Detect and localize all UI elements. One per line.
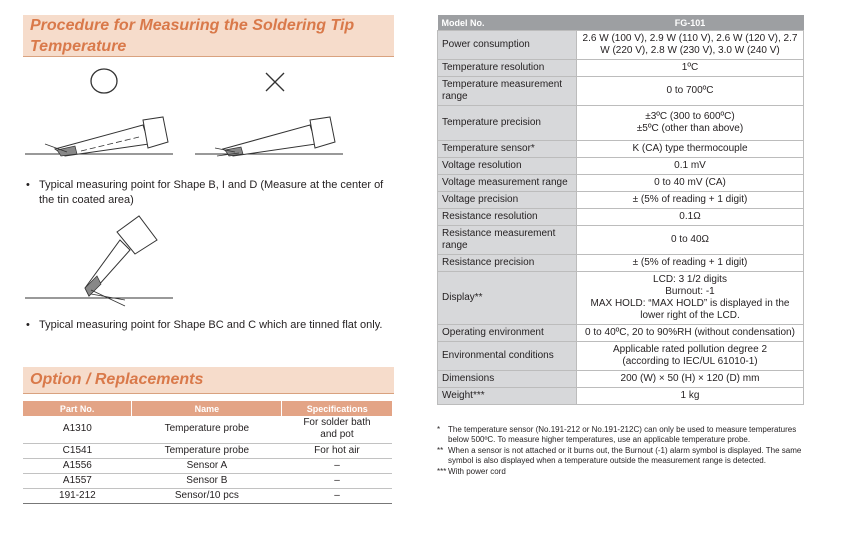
part-no-cell: A1556 — [23, 458, 132, 473]
footnotes — [437, 425, 802, 478]
name-cell: Temperature probe — [132, 443, 282, 458]
spec-label: Voltage precision — [438, 192, 577, 209]
spec-row-environmental-conditions — [438, 342, 804, 371]
spec-value: 0.1Ω — [577, 209, 804, 226]
cross-icon — [263, 70, 287, 94]
part-no-cell: A1557 — [23, 473, 132, 488]
options-section-header — [23, 367, 394, 394]
soldering-tip-correct-figure — [25, 112, 175, 162]
spec-value: 0 to 40 mV (CA) — [577, 175, 804, 192]
model-no-label: Model No. — [438, 15, 577, 31]
spec-value: ± (5% of reading + 1 digit) — [577, 255, 804, 272]
part-no-cell: A1310 — [23, 416, 132, 443]
spec-row-resistance-precision — [438, 255, 804, 272]
spec-cell: – — [282, 458, 392, 473]
spec-value: 2.6 W (100 V), 2.9 W (110 V), 2.6 W (120 V), 2.7 W (220 V), 2.8 W (230 V), 3.0 W (240 V) — [577, 31, 804, 60]
spec-row-resistance-resolution — [438, 209, 804, 226]
table-row — [23, 488, 392, 503]
spec-row-temp-sensor — [438, 141, 804, 158]
spec-row-voltage-precision — [438, 192, 804, 209]
parts-table — [23, 401, 392, 504]
model-no-value: FG-101 — [577, 15, 804, 31]
spec-label: Operating environment — [438, 325, 577, 342]
table-row — [23, 416, 392, 443]
spec-value: 0 to 700ºC — [577, 77, 804, 106]
spec-value: LCD: 3 1/2 digits Burnout: -1 MAX HOLD: “MAX HOLD” is displayed in the lower right of the LCD. — [577, 272, 804, 325]
spec-value: 1ºC — [577, 60, 804, 77]
spec-value: 0 to 40ºC, 20 to 90%RH (without condensation) — [577, 325, 804, 342]
procedure-title-line2: Temperature — [30, 38, 127, 55]
spec-row-voltage-range — [438, 175, 804, 192]
part-no-cell: 191-212 — [23, 488, 132, 503]
spec-row-operating-environment — [438, 325, 804, 342]
parts-table-header — [23, 401, 392, 416]
spec-value: Applicable rated pollution degree 2 (according to IEC/UL 61010-1) — [577, 342, 804, 371]
col-specifications: Specifications — [282, 401, 392, 416]
spec-row-temp-range — [438, 77, 804, 106]
spec-row-display — [438, 272, 804, 325]
col-name: Name — [132, 401, 282, 416]
spec-value: 1 kg — [577, 388, 804, 405]
spec-value: K (CA) type thermocouple — [577, 141, 804, 158]
spec-label: Temperature measurement range — [438, 77, 577, 106]
bullet-shape-bc-c: • Typical measuring point for Shape BC and C which are tinned flat only. — [26, 319, 383, 331]
name-cell: Sensor/10 pcs — [132, 488, 282, 503]
name-cell: Sensor A — [132, 458, 282, 473]
spec-label: Voltage measurement range — [438, 175, 577, 192]
name-cell: Temperature probe — [132, 416, 282, 443]
spec-row-power — [438, 31, 804, 60]
table-row — [23, 443, 392, 458]
bullet-shape-bid: • Typical measuring point for Shape B, I and D (Measure at the center of the tin coated area) — [26, 179, 384, 206]
spec-label: Dimensions — [438, 371, 577, 388]
spec-label: Temperature precision — [438, 106, 577, 141]
spec-label: Environmental conditions — [438, 342, 577, 371]
options-title: Option / Replacements — [30, 371, 204, 388]
footnote-burnout: ** When a sensor is not attached or it burns out, the Burnout (-1) alarm symbol is displayed. The same symbol is also displayed when a temperature outside the measurement range is detected. — [437, 446, 802, 465]
spec-value: 0 to 40Ω — [577, 226, 804, 255]
procedure-title-line1: Procedure for Measuring the Soldering Tip — [30, 17, 355, 34]
spec-cell: For solder bath and pot — [282, 416, 392, 443]
spec-label: Temperature sensor* — [438, 141, 577, 158]
spec-table — [437, 15, 804, 405]
col-part-no: Part No. — [23, 401, 132, 416]
spec-label: Resistance resolution — [438, 209, 577, 226]
spec-value: 200 (W) × 50 (H) × 120 (D) mm — [577, 371, 804, 388]
soldering-tip-incorrect-figure — [195, 112, 345, 162]
spec-label: Weight*** — [438, 388, 577, 405]
spec-value: ±3ºC (300 to 600ºC) ±5ºC (other than above) — [577, 106, 804, 141]
footnote-sensor: * The temperature sensor (No.191-212 or No.191-212C) can only be used to measure temperatures below 500ºC. To measure higher temperatures, use an applicable temperature probe. — [437, 425, 797, 444]
spec-row-temp-resolution — [438, 60, 804, 77]
spec-cell: For hot air — [282, 443, 392, 458]
spec-label: Resistance precision — [438, 255, 577, 272]
spec-table-header — [438, 15, 804, 31]
table-row — [23, 458, 392, 473]
spec-cell: – — [282, 473, 392, 488]
spec-row-weight — [438, 388, 804, 405]
spec-row-temp-precision — [438, 106, 804, 141]
spec-value: ± (5% of reading + 1 digit) — [577, 192, 804, 209]
name-cell: Sensor B — [132, 473, 282, 488]
spec-label: Power consumption — [438, 31, 577, 60]
procedure-section-header — [23, 15, 394, 57]
spec-value: 0.1 mV — [577, 158, 804, 175]
spec-label: Voltage resolution — [438, 158, 577, 175]
spec-label: Temperature resolution — [438, 60, 577, 77]
spec-label: Resistance measurement range — [438, 226, 577, 255]
spec-row-voltage-resolution — [438, 158, 804, 175]
spec-row-dimensions — [438, 371, 804, 388]
spec-label: Display** — [438, 272, 577, 325]
soldering-tip-bc-figure — [25, 210, 175, 310]
footnote-weight: *** With power cord — [437, 467, 506, 476]
table-row — [23, 473, 392, 488]
spec-row-resistance-range — [438, 226, 804, 255]
spec-cell: – — [282, 488, 392, 503]
part-no-cell: C1541 — [23, 443, 132, 458]
circle-icon — [88, 66, 120, 96]
